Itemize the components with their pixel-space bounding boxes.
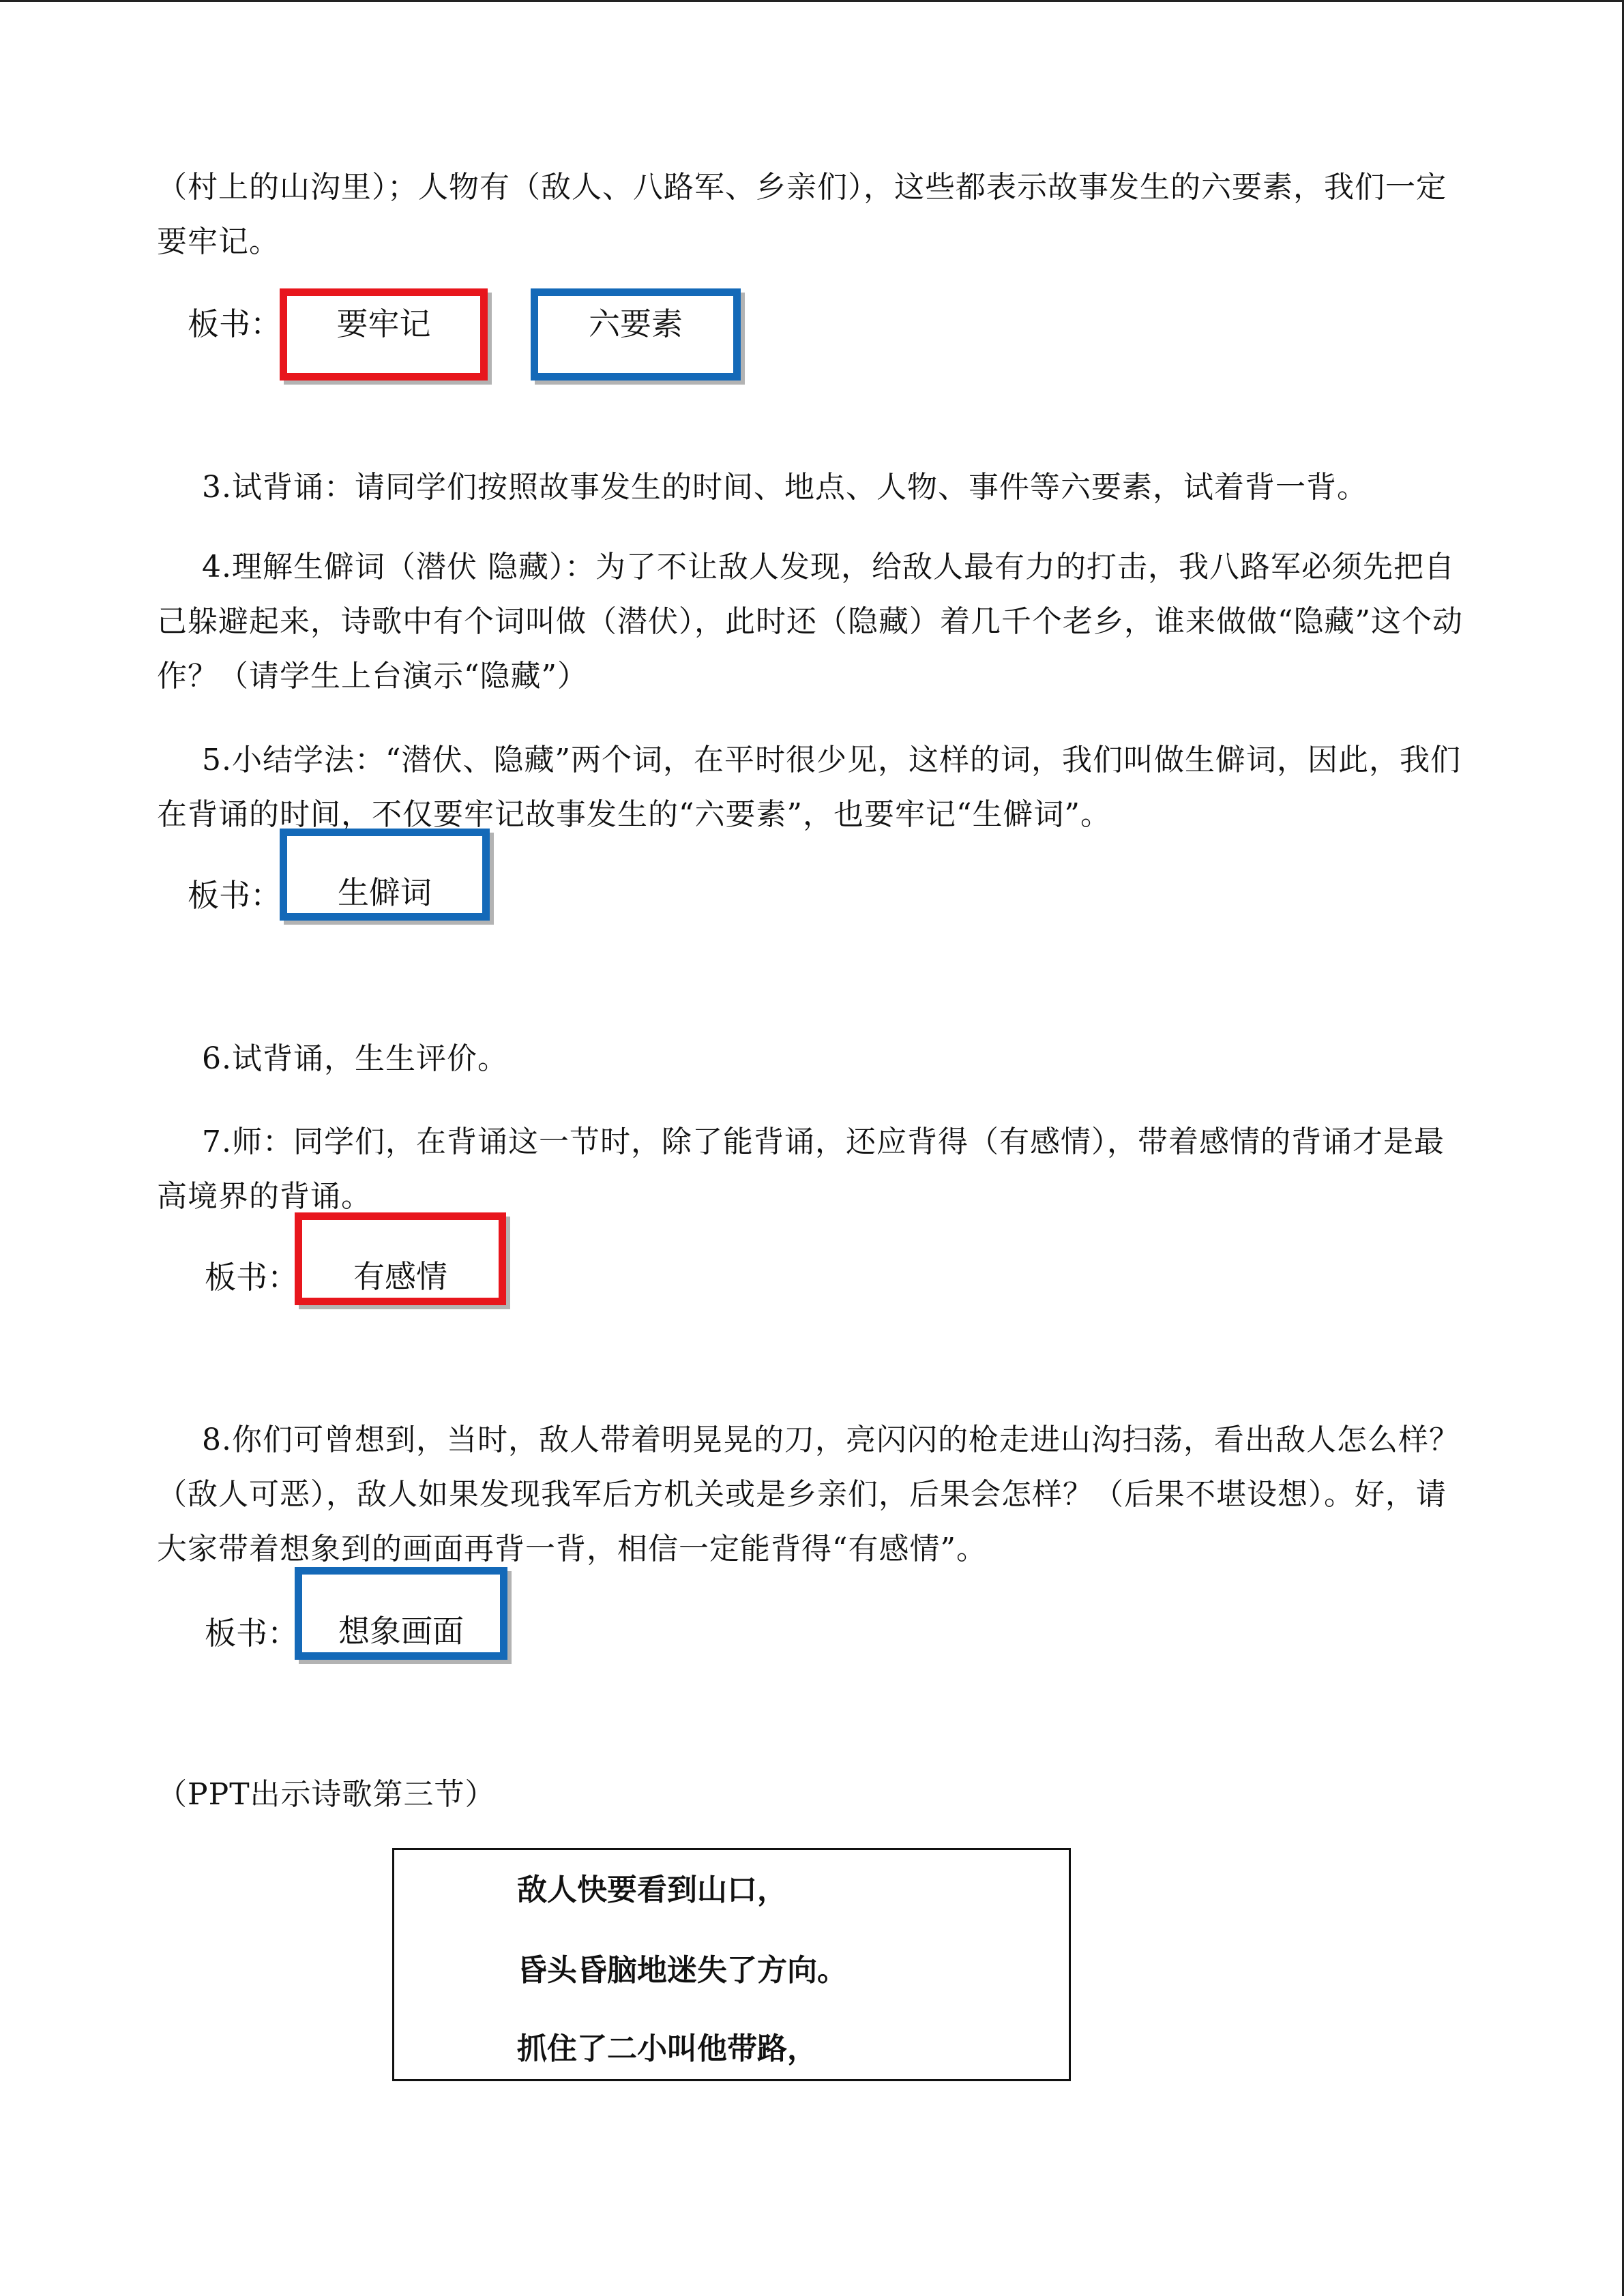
paragraph-5: 5.小结学法：“潜伏、隐藏”两个词，在平时很少见，这样的词，我们叫做生僻词，因此，我们在背诵的时间，不仅要牢记故事发生的“六要素”，也要牢记“生僻词”。 — [157, 743, 1461, 832]
board-box-sheng-pi-ci: 生僻词 — [280, 829, 490, 921]
board-label-1: 板书： — [188, 305, 282, 342]
paragraph-3: 3.试背诵：请同学们按照故事发生的时间、地点、人物、事件等六要素，试着背一背。 — [202, 470, 1368, 505]
paragraph-4: 4.理解生僻词（潜伏 隐藏）：为了不让敌人发现，给敌人最有力的打击，我八路军必须先把自己躲避起来，诗歌中有个词叫做（潜伏），此时还（隐藏）着几千个老乡，谁来做做“隐藏”这个动作？（请学生上台演示“隐藏”） — [157, 550, 1463, 694]
board-box-you-gan-qing: 有感情 — [295, 1212, 506, 1305]
ppt-note: （PPT出示诗歌第三节） — [157, 1777, 496, 1812]
paragraph-1: （村上的山沟里）；人物有（敌人、八路军、乡亲们），这些都表示故事发生的六要素，我们一定要牢记。 — [157, 170, 1447, 259]
board-label-4: 板书： — [205, 1615, 299, 1652]
poem-line-3: 抓住了二小叫他带路， — [517, 2031, 817, 2066]
board-label-3: 板书： — [205, 1259, 299, 1296]
board-label-2: 板书： — [188, 877, 282, 914]
poem-line-2: 昏头昏脑地迷失了方向。 — [517, 1953, 847, 1988]
board-box-xiang-xiang-hua-mian: 想象画面 — [295, 1567, 507, 1660]
paragraph-8: 8.你们可曾想到，当时，敌人带着明晃晃的刀，亮闪闪的枪走进山沟扫荡，看出敌人怎么样？（敌人可恶），敌人如果发现我军后方机关或是乡亲们，后果会怎样？（后果不堪设想）。好，请大家带着想象到的画面再背一背，相信一定能背得“有感情”。 — [157, 1422, 1460, 1566]
board-box-yao-lao-ji: 要牢记 — [280, 288, 488, 381]
page-top-border — [0, 0, 1624, 2]
paragraph-6: 6.试背诵，生生评价。 — [202, 1041, 508, 1076]
paragraph-7: 7.师：同学们，在背诵这一节时，除了能背诵，还应背得（有感情），带着感情的背诵才是最高境界的背诵。 — [157, 1124, 1445, 1214]
board-box-liu-yao-su: 六要素 — [531, 288, 741, 381]
poem-line-1: 敌人快要看到山口， — [517, 1873, 787, 1907]
poem-box — [392, 1848, 1071, 2081]
